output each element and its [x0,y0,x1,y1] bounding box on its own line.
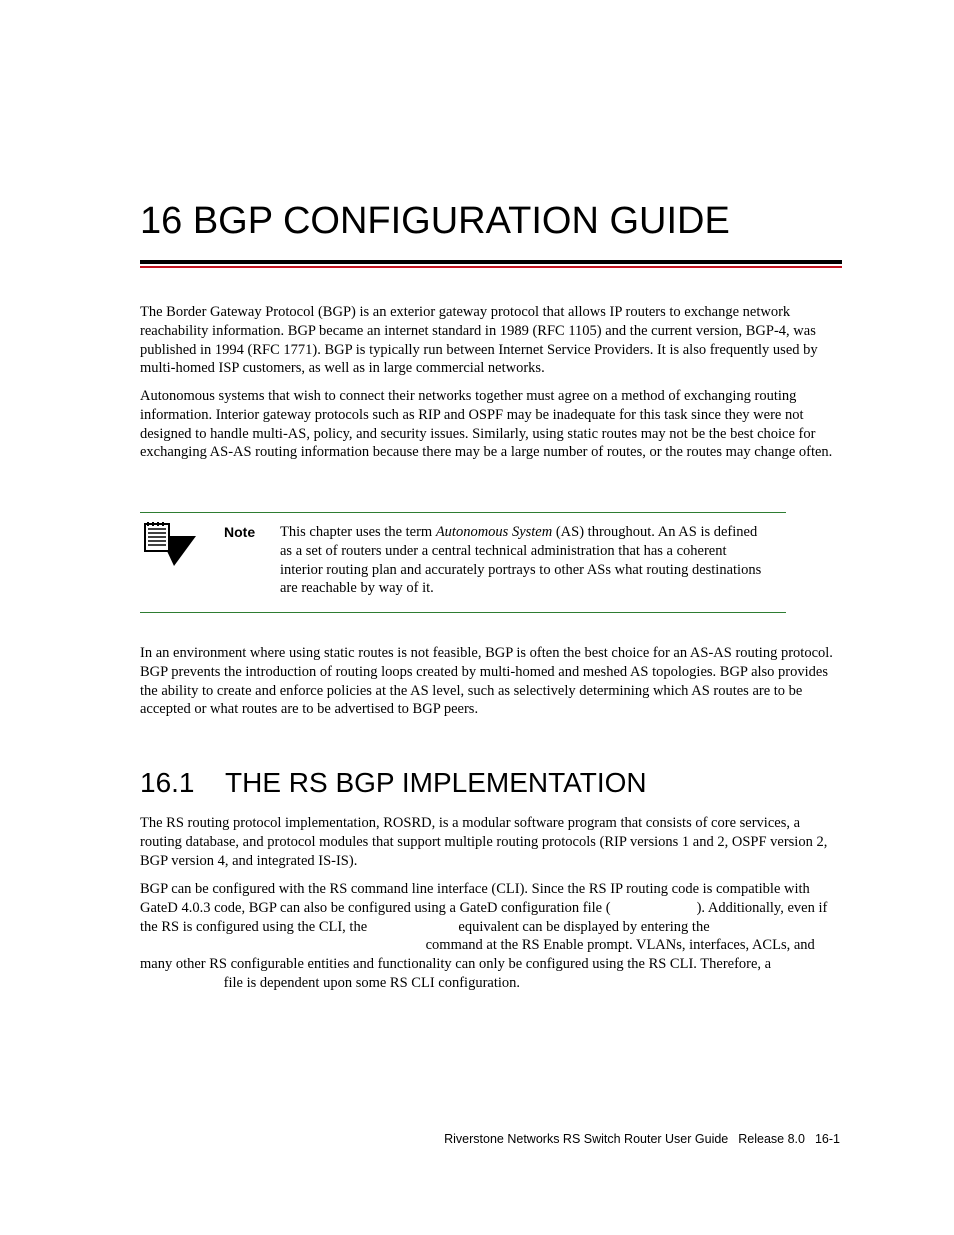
note-rule-top [140,512,786,513]
note-text-emphasis: Autonomous System [435,524,553,540]
note-text [280,523,770,598]
section-paragraph-1: The RS routing protocol implementation, ROSRD, is a modular software program that consists of core services, a routing database, and protocol modules that support multiple routing protocols (RIP versions 1 and 2, OSPF version 2, BGP version 4, and integrated IS-IS). [140,815,828,869]
note-text-end: (AS) throughout. An AS is defined as a set of routers under a central technical administration that has a coherent interior routing plan and accurately portrays to other ASs what routing destinations are reachable by way of it. [280,524,762,597]
section-heading [140,764,647,802]
chapter-title: 16 BGP CONFIGURATION GUIDE [140,200,730,242]
section-paragraph-2-part-3: equivalent can be displayed by entering the [454,918,710,935]
note-text-start: This chapter uses the term [280,524,436,540]
section-title: THE RS BGP IMPLEMENTATION [225,767,647,798]
intro-paragraph-2: Autonomous systems that wish to connect their networks together must agree on a method of exchanging routing information. Interior gateway protocols such as RIP and OSPF may be inadequate for this task since they were not designed to handle multi-AS, policy, and security issues. Similarly, using static routes may not be the best choice for exchanging AS-AS routing information because there may be a large number of routes, or the routes may change often. [140,388,833,461]
note-pad-icon [142,522,198,568]
section-paragraph-2-part-5: file is dependent upon some RS CLI configuration. [220,974,521,991]
section-paragraph-2-part-2: ). Additionally, even if the RS is configured using the CLI, the [140,899,828,935]
footer-guide-title: Riverstone Networks RS Switch Router User Guide [444,1132,729,1146]
title-rule-black [140,260,842,264]
note-rule-bottom [140,612,786,613]
page-footer [444,1131,840,1147]
intro-paragraph-1: The Border Gateway Protocol (BGP) is an exterior gateway protocol that allows IP routers to exchange network reachability information. BGP became an internet standard in 1989 (RFC 1105) and the current version, BGP-4, was published in 1994 (RFC 1771). BGP is typically run between Internet Service Providers. It is also frequently used by multi-homed ISP customers, as well as in large commercial networks. [140,304,818,377]
footer-release: Release 8.0 [738,1132,805,1146]
title-rule-red [140,266,842,268]
footer-page-number: 16-1 [814,1132,840,1146]
section-number: 16.1 [140,767,195,798]
section-paragraph-2-part-4: command at the RS Enable prompt. VLANs, interfaces, ACLs, and many other RS configurable entities and functionality can only be configured using the RS CLI. Therefore, a [140,937,815,973]
section-paragraph-2 [140,880,840,993]
body-paragraph-3: In an environment where using static routes is not feasible, BGP is often the best choice for an AS-AS routing protocol. BGP prevents the introduction of routing loops created by multi-homed and meshed AS topologies. BGP also provides the ability to create and enforce policies at the AS level, such as selectively determining which AS routes are to be accepted or what routes are to be advertised to BGP peers. [140,645,833,718]
note-label: Note [224,524,256,540]
section-paragraph-2-part-1: BGP can be configured with the RS command line interface (CLI). Since the RS IP routing code is compatible with GateD 4.0.3 code, BGP can also be configured using a GateD configuration file ( [140,881,810,916]
